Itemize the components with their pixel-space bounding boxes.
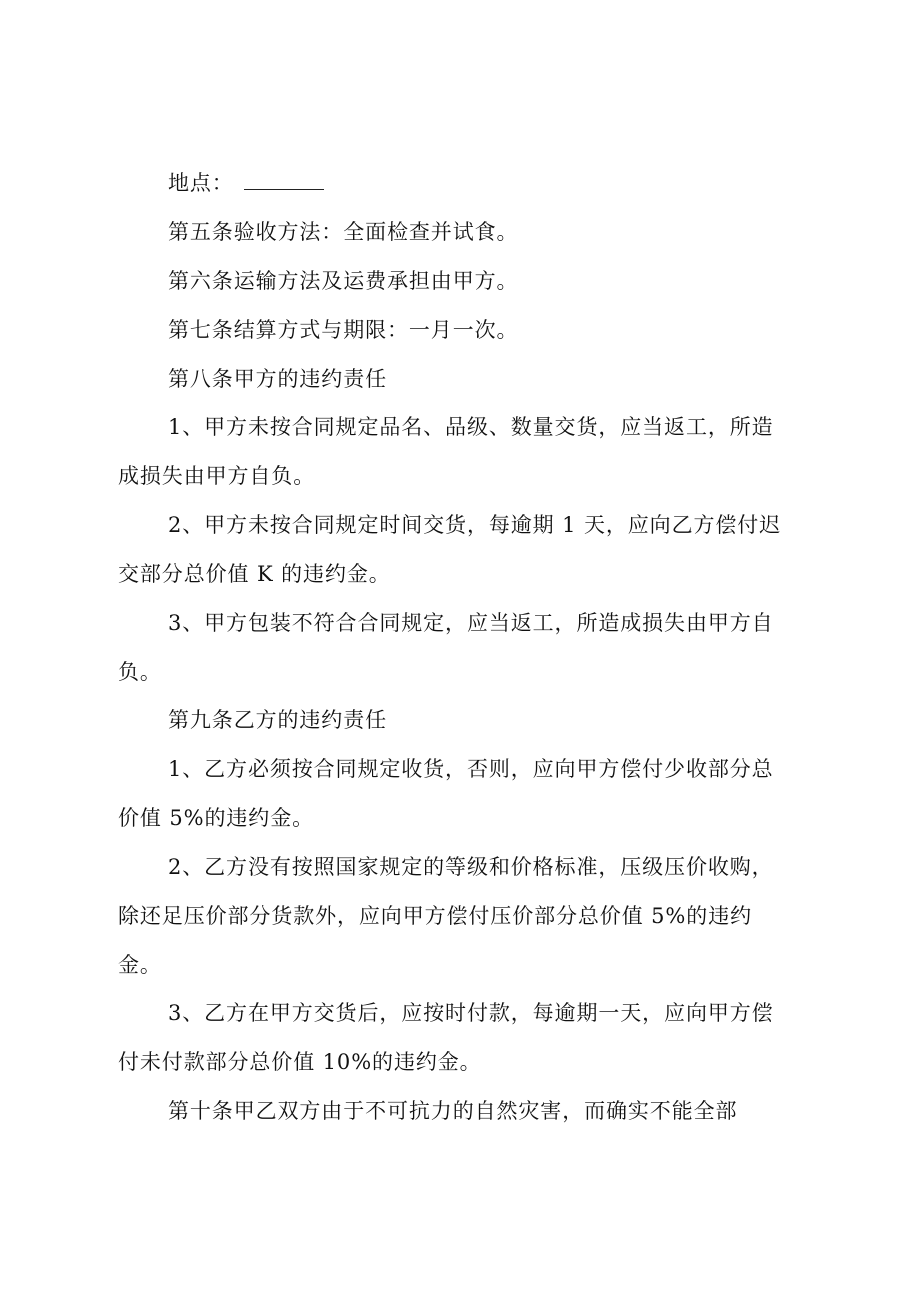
clause-8-item-3-line-2: 负。 xyxy=(118,660,162,684)
clause-8-item-3-line-1: 3、甲方包装不符合合同规定，应当返工，所造成损失由甲方自 xyxy=(168,611,774,635)
location-blank-field xyxy=(244,171,324,190)
clause-9-item-3-line-1: 3、乙方在甲方交货后，应按时付款，每逾期一天，应向甲方偿 xyxy=(168,1001,774,1025)
clause-9-item-2-line-3: 金。 xyxy=(118,953,162,977)
clause-9-heading: 第九条乙方的违约责任 xyxy=(168,708,387,732)
location-label: 地点： xyxy=(168,171,234,195)
clause-9-item-2-line-1: 2、乙方没有按照国家规定的等级和价格标准，压级压价收购， xyxy=(168,855,774,879)
clause-8-heading: 第八条甲方的违约责任 xyxy=(168,367,387,391)
clause-9-item-1-line-1: 1、乙方必须按合同规定收货，否则，应向甲方偿付少收部分总 xyxy=(168,757,774,781)
clause-8-item-1-line-2: 成损失由甲方自负。 xyxy=(118,464,316,488)
clause-7: 第七条结算方式与期限：一月一次。 xyxy=(168,318,519,342)
clause-8-item-1-line-1: 1、甲方未按合同规定品名、品级、数量交货，应当返工，所造 xyxy=(168,415,774,439)
clause-6: 第六条运输方法及运费承担由甲方。 xyxy=(168,269,519,293)
clause-9-item-2-line-2: 除还足压价部分货款外，应向甲方偿付压价部分总价值 5%的违约 xyxy=(118,904,752,928)
clause-9-item-3-line-2: 付未付款部分总价值 10%的违约金。 xyxy=(118,1050,482,1074)
clause-10-line-1: 第十条甲乙双方由于不可抗力的自然灾害，而确实不能全部 xyxy=(168,1099,738,1123)
clause-8-item-2-line-1: 2、甲方未按合同规定时间交货，每逾期 1 天，应向乙方偿付迟 xyxy=(168,513,782,537)
clause-8-item-2-line-2: 交部分总价值 K 的违约金。 xyxy=(118,562,391,586)
clause-5: 第五条验收方法：全面检查并试食。 xyxy=(168,220,519,244)
location-line xyxy=(168,168,324,198)
clause-9-item-1-line-2: 价值 5%的违约金。 xyxy=(118,806,314,830)
